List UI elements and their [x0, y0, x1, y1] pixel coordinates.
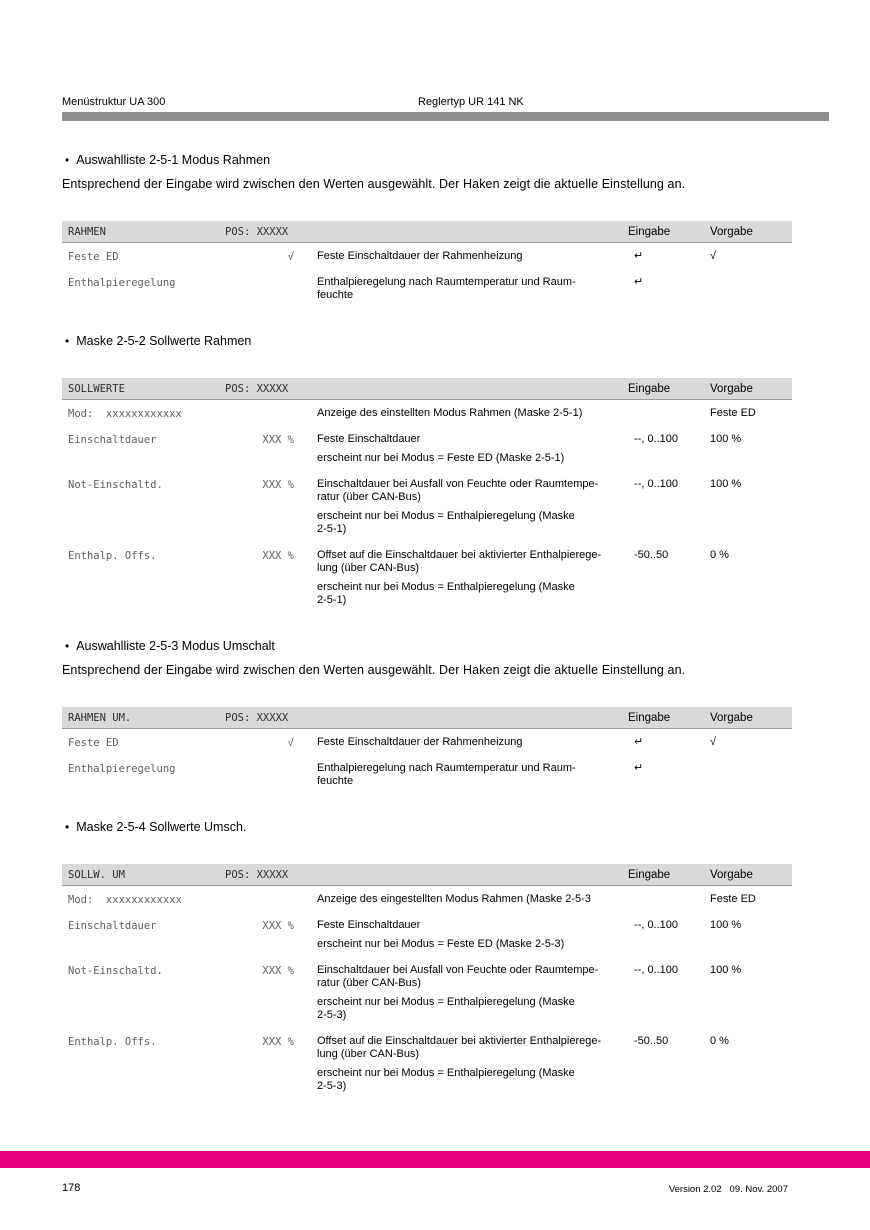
table-name: RAHMEN UM.: [68, 711, 132, 724]
table-header-row: [62, 864, 792, 886]
row-desc-paragraph: Enthalpieregelung nach Raumtemperatur und Raum- feuchte: [317, 276, 576, 301]
row-desc-paragraph: Enthalpieregelung nach Raumtemperatur und Raum- feuchte: [317, 762, 576, 787]
row-description: [294, 919, 628, 951]
footer-accent-bar: [0, 1151, 870, 1168]
row-eingabe-value: ↵: [634, 736, 644, 748]
col-vorgabe-header: Vorgabe: [710, 225, 753, 238]
page-header: [62, 96, 829, 110]
table-row: [62, 471, 792, 542]
col-eingabe-header: Eingabe: [628, 711, 671, 724]
section-heading-text: Maske 2-5-4 Sollwerte Umsch.: [76, 820, 247, 834]
row-desc-paragraph: erscheint nur bei Modus = Enthalpieregelung (Maske 2-5-3): [317, 996, 575, 1021]
row-vorgabe-value: Feste ED: [710, 893, 756, 905]
row-eingabe-value: ↵: [634, 276, 644, 288]
row-eingabe-value: ↵: [634, 250, 644, 262]
row-desc-paragraph: Feste Einschaltdauer: [317, 433, 421, 445]
section-heading: [62, 308, 792, 348]
section-heading-text: Maske 2-5-2 Sollwerte Rahmen: [76, 334, 252, 348]
row-unit-or-check: [259, 276, 294, 277]
row-unit-or-check: XXX %: [262, 479, 294, 491]
bullet-icon: •: [65, 334, 70, 348]
section-heading: [62, 794, 792, 834]
row-unit-or-check: XXX %: [262, 920, 294, 932]
row-description: [294, 478, 628, 536]
table-pos-label: POS: XXXXX: [225, 711, 289, 724]
table-name: RAHMEN: [68, 225, 106, 238]
table-rows: [62, 886, 792, 1099]
section-heading: [62, 145, 792, 167]
row-unit-or-check: XXX %: [262, 550, 294, 562]
table-row: [62, 755, 792, 794]
manual-section: [62, 613, 792, 794]
row-description: [294, 250, 628, 263]
row-param: Feste ED: [68, 737, 119, 749]
row-description: [294, 893, 628, 906]
table-row: [62, 912, 792, 957]
col-vorgabe-header: Vorgabe: [710, 868, 753, 881]
row-desc-paragraph: erscheint nur bei Modus = Enthalpieregelung (Maske 2-5-3): [317, 1067, 575, 1092]
col-vorgabe-header: Vorgabe: [710, 711, 753, 724]
table-row: [62, 542, 792, 613]
row-param: Enthalp. Offs.: [68, 550, 157, 562]
row-desc-paragraph: Feste Einschaltdauer: [317, 919, 421, 931]
table-rows: [62, 729, 792, 794]
row-desc-paragraph: Offset auf die Einschaltdauer bei aktivierter Enthalpierege- lung (über CAN-Bus): [317, 549, 602, 574]
row-description: [294, 549, 628, 607]
row-vorgabe-value: 100 %: [710, 964, 742, 976]
col-vorgabe-header: Vorgabe: [710, 382, 753, 395]
row-param: Not-Einschaltd.: [68, 479, 163, 491]
row-eingabe-value: -50..50: [634, 1035, 669, 1047]
parameter-table: [62, 864, 792, 1099]
header-divider-rule: [62, 112, 829, 121]
row-description: [294, 1035, 628, 1093]
manual-section: [62, 145, 792, 308]
bullet-icon: •: [65, 153, 70, 167]
row-desc-paragraph: Anzeige des einstellten Modus Rahmen (Maske 2-5-1): [317, 407, 583, 419]
table-rows: [62, 243, 792, 308]
section-heading-text: Auswahlliste 2-5-3 Modus Umschalt: [76, 639, 275, 653]
row-unit-or-check: [259, 407, 294, 408]
row-desc-paragraph: Einschaltdauer bei Ausfall von Feuchte oder Raumtempe- ratur (über CAN-Bus): [317, 964, 599, 989]
table-row: [62, 400, 792, 426]
row-desc-paragraph: erscheint nur bei Modus = Enthalpieregelung (Maske 2-5-1): [317, 581, 575, 606]
row-vorgabe-value: √: [710, 736, 717, 748]
table-row: [62, 957, 792, 1028]
row-eingabe-value: --, 0..100: [634, 433, 679, 445]
section-intro: Entsprechend der Eingabe wird zwischen den Werten ausgewählt. Der Haken zeigt die aktuelle Einstellung an.: [62, 177, 686, 191]
row-description: [294, 276, 628, 302]
row-description: [294, 964, 628, 1022]
bullet-icon: •: [65, 820, 70, 834]
row-vorgabe-value: 0 %: [710, 1035, 729, 1047]
bullet-icon: •: [65, 639, 70, 653]
row-vorgabe-value: 100 %: [710, 433, 742, 445]
page-content: [62, 145, 792, 1099]
table-pos-label: POS: XXXXX: [225, 225, 289, 238]
row-eingabe-value: --, 0..100: [634, 919, 679, 931]
row-unit-or-check: √: [287, 737, 294, 749]
row-unit-or-check: [259, 893, 294, 894]
table-rows: [62, 400, 792, 613]
col-eingabe-header: Eingabe: [628, 225, 671, 238]
page-number: 178: [62, 1182, 81, 1194]
table-pos-label: POS: XXXXX: [225, 382, 289, 395]
row-vorgabe-value: 100 %: [710, 478, 742, 490]
table-row: [62, 729, 792, 755]
row-eingabe-value: ↵: [634, 762, 644, 774]
table-row: [62, 269, 792, 308]
row-vorgabe-value: 100 %: [710, 919, 742, 931]
row-description: [294, 762, 628, 788]
row-description: [294, 736, 628, 749]
row-vorgabe-value: 0 %: [710, 549, 729, 561]
row-param: Einschaltdauer: [68, 434, 157, 446]
row-param: Mod: xxxxxxxxxxxx: [68, 408, 182, 420]
row-desc-paragraph: Offset auf die Einschaltdauer bei aktivierter Enthalpierege- lung (über CAN-Bus): [317, 1035, 602, 1060]
table-row: [62, 886, 792, 912]
row-eingabe-value: --, 0..100: [634, 964, 679, 976]
manual-section: [62, 794, 792, 1099]
col-eingabe-header: Eingabe: [628, 868, 671, 881]
table-header-row: [62, 707, 792, 729]
row-param: Enthalp. Offs.: [68, 1036, 157, 1048]
row-desc-paragraph: Einschaltdauer bei Ausfall von Feuchte oder Raumtempe- ratur (über CAN-Bus): [317, 478, 599, 503]
section-heading-text: Auswahlliste 2-5-1 Modus Rahmen: [76, 153, 271, 167]
parameter-table: [62, 378, 792, 613]
row-param: Enthalpieregelung: [68, 763, 176, 775]
row-param: Enthalpieregelung: [68, 277, 176, 289]
table-header-row: [62, 378, 792, 400]
col-eingabe-header: Eingabe: [628, 382, 671, 395]
row-unit-or-check: [259, 762, 294, 763]
header-left-label: Menüstruktur UA 300: [62, 96, 166, 108]
row-eingabe-value: -50..50: [634, 549, 669, 561]
table-name: SOLLW. UM: [68, 868, 125, 881]
row-desc-paragraph: Anzeige des eingestellten Modus Rahmen (Maske 2-5-3: [317, 893, 591, 905]
table-row: [62, 243, 792, 269]
version-info: Version 2.02 09. Nov. 2007: [668, 1184, 788, 1195]
row-unit-or-check: √: [287, 251, 294, 263]
row-desc-paragraph: erscheint nur bei Modus = Enthalpieregelung (Maske 2-5-1): [317, 510, 575, 535]
row-vorgabe-value: √: [710, 250, 717, 262]
row-desc-paragraph: erscheint nur bei Modus = Feste ED (Maske 2-5-3): [317, 938, 565, 950]
row-param: Feste ED: [68, 251, 119, 263]
header-center-label: Reglertyp UR 141 NK: [418, 96, 524, 108]
manual-section: [62, 308, 792, 613]
row-desc-paragraph: erscheint nur bei Modus = Feste ED (Maske 2-5-1): [317, 452, 565, 464]
row-desc-paragraph: Feste Einschaltdauer der Rahmenheizung: [317, 250, 523, 262]
table-pos-label: POS: XXXXX: [225, 868, 289, 881]
table-row: [62, 1028, 792, 1099]
row-unit-or-check: XXX %: [262, 965, 294, 977]
table-header-row: [62, 221, 792, 243]
row-description: [294, 407, 628, 420]
table-row: [62, 426, 792, 471]
row-unit-or-check: XXX %: [262, 1036, 294, 1048]
row-param: Einschaltdauer: [68, 920, 157, 932]
parameter-table: [62, 707, 792, 794]
row-eingabe-value: --, 0..100: [634, 478, 679, 490]
row-desc-paragraph: Feste Einschaltdauer der Rahmenheizung: [317, 736, 523, 748]
parameter-table: [62, 221, 792, 308]
row-unit-or-check: XXX %: [262, 434, 294, 446]
section-intro: Entsprechend der Eingabe wird zwischen den Werten ausgewählt. Der Haken zeigt die aktuelle Einstellung an.: [62, 663, 686, 677]
row-description: [294, 433, 628, 465]
row-vorgabe-value: Feste ED: [710, 407, 756, 419]
row-param: Mod: xxxxxxxxxxxx: [68, 894, 182, 906]
row-param: Not-Einschaltd.: [68, 965, 163, 977]
table-name: SOLLWERTE: [68, 382, 125, 395]
section-heading: [62, 613, 792, 653]
